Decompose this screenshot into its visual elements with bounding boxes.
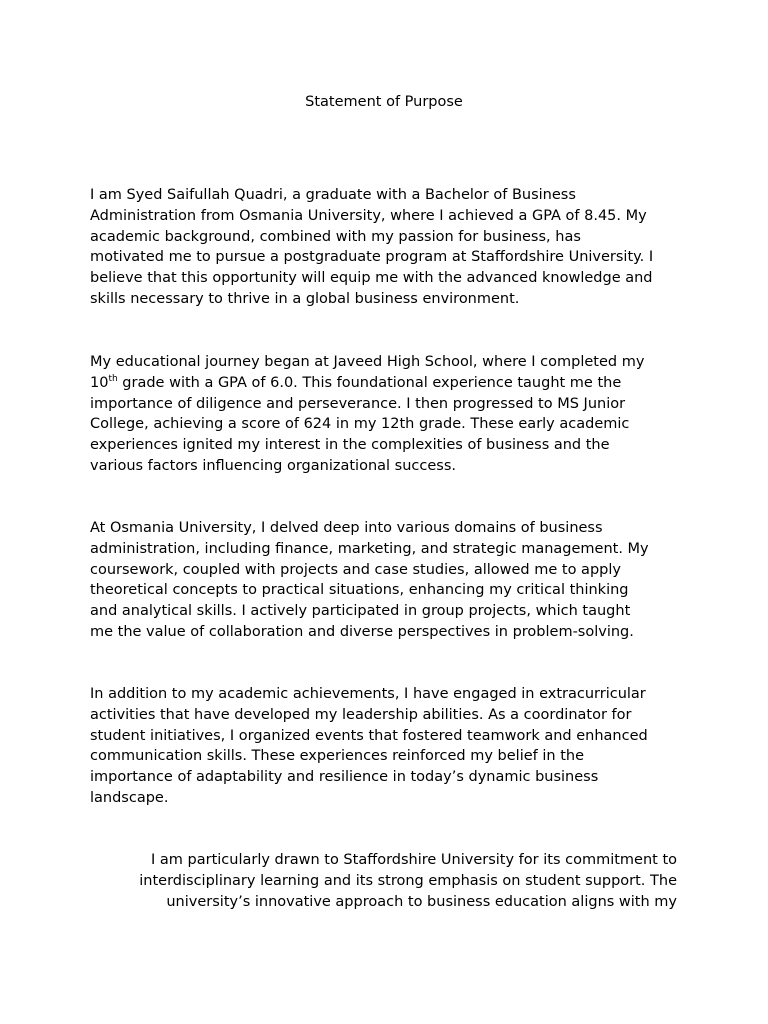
text-line: and analytical skills. I actively participated in group projects, which taught (90, 603, 631, 620)
text-line: student initiatives, I organized events that fostered teamwork and enhanced (90, 727, 648, 744)
paragraph-staffordshire (90, 850, 677, 912)
text-line: motivated me to pursue a postgraduate program at Staffordshire University. I (90, 249, 654, 266)
text-line: experiences ignited my interest in the complexities of business and the (90, 437, 610, 454)
paragraph-university (90, 518, 680, 643)
text-line: theoretical concepts to practical situations, enhancing my critical thinking (90, 582, 629, 599)
text-line: various factors influencing organizational success. (90, 457, 456, 474)
text-line: College, achieving a score of 624 in my 12th grade. These early academic (90, 416, 630, 433)
paragraph-introduction (90, 185, 680, 310)
text-line: me the value of collaboration and diverse perspectives in problem-solving. (90, 623, 634, 640)
paragraph-extracurricular (90, 684, 680, 809)
text-line: communication skills. These experiences reinforced my belief in the (90, 748, 584, 765)
text-line: importance of diligence and perseverance. I then progressed to MS Junior (90, 395, 626, 412)
text-line: My educational journey began at Javeed High School, where I completed my (90, 354, 645, 370)
document-title: Statement of Purpose (305, 94, 463, 110)
text-line: landscape. (90, 789, 169, 806)
text-line: I am particularly drawn to Staffordshire University for its commitment to (151, 852, 677, 868)
paragraph-education (90, 352, 680, 477)
text-line: At Osmania University, I delved deep into various domains of business (90, 520, 603, 536)
text-line: In addition to my academic achievements, I have engaged in extracurricular (90, 686, 646, 702)
text-line: Administration from Osmania University, where I achieved a GPA of 8.45. My (90, 207, 647, 224)
text-line: believe that this opportunity will equip me with the advanced knowledge and (90, 270, 653, 287)
text-line: university’s innovative approach to business education aligns with my (166, 893, 677, 910)
text-line (90, 373, 680, 394)
ordinal-suffix: th (108, 373, 118, 384)
text-line: I am Syed Saifullah Quadri, a graduate with a Bachelor of Business (90, 187, 576, 203)
text-line: activities that have developed my leadership abilities. As a coordinator for (90, 706, 632, 723)
text-line: administration, including finance, marketing, and strategic management. My (90, 540, 649, 557)
text-line: coursework, coupled with projects and case studies, allowed me to apply (90, 561, 621, 578)
text-line: importance of adaptability and resilience in today’s dynamic business (90, 769, 599, 786)
text-line: skills necessary to thrive in a global business environment. (90, 290, 520, 307)
text-line: academic background, combined with my passion for business, has (90, 228, 581, 245)
text-line: interdisciplinary learning and its strong emphasis on student support. The (139, 872, 677, 889)
text-line-rest: grade with a GPA of 6.0. This foundational experience taught me the (117, 374, 622, 391)
grade-number: 10 (90, 374, 109, 391)
